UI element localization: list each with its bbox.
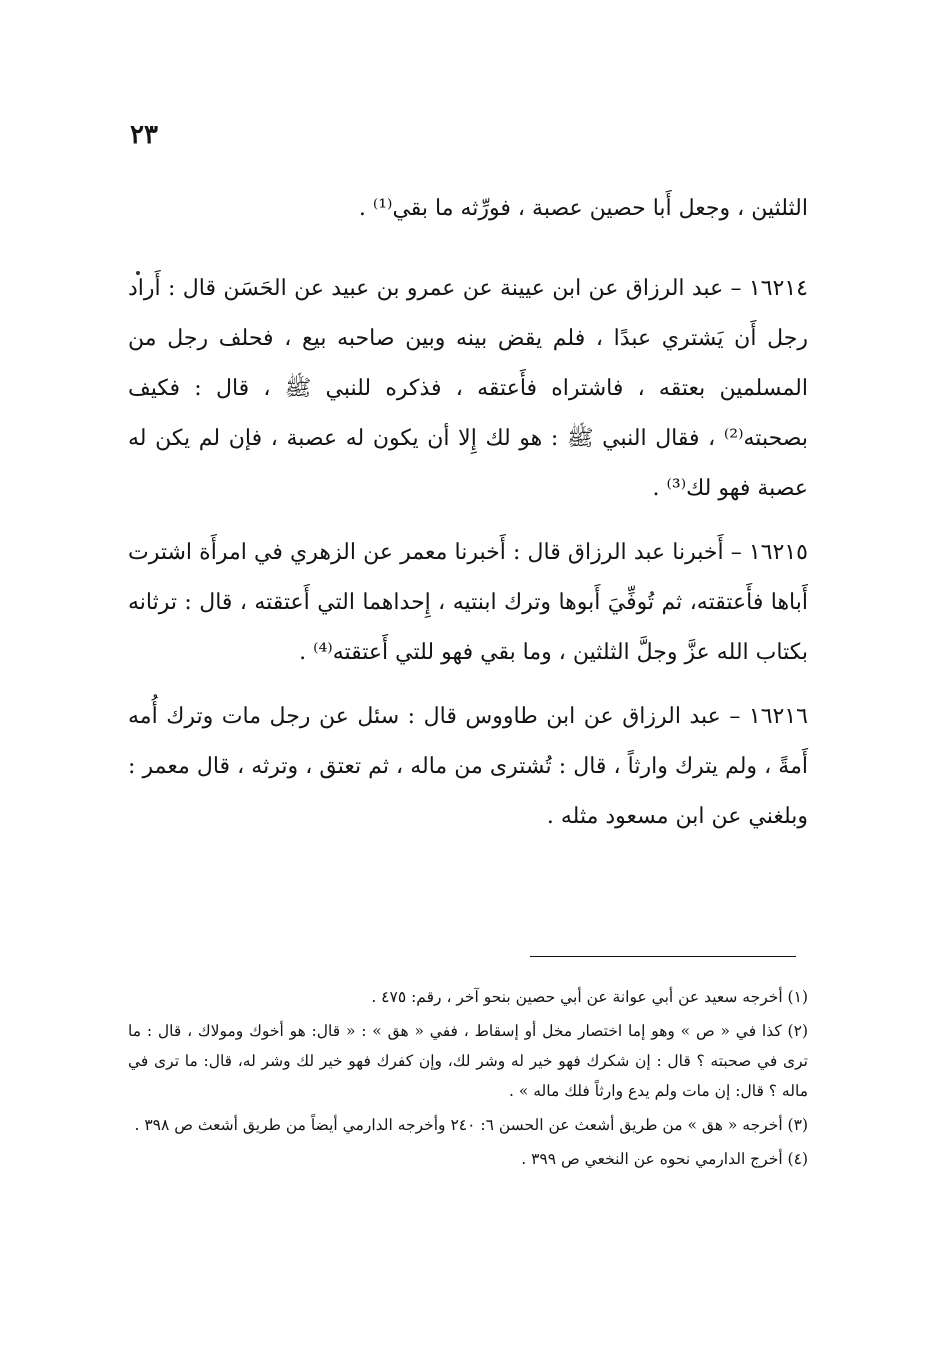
footnotes	[128, 982, 808, 1178]
footnote-1: (١) أخرجه سعيد عن أبي عوانة عن أبي حصين بنحو آخر ، رقم: ٤٧٥ .	[371, 988, 808, 1006]
footnote-3: (٣) أخرجه « هق » من طريق أشعث عن الحسن ٦: ٢٤٠ وأخرجه الدارمي أيضاً من طريق أشعث ص ٣٩٨ .	[134, 1116, 808, 1134]
paragraph-16216: ١٦٢١٦ – عبد الرزاق عن ابن طاووس قال : سئل عن رجل مات وترك أُمه أَمةً ، ولم يترك وارثاً ، قال : تُشترى من ماله ، ثم تعتق ، وترثه ، قال معمر : وبلغني عن ابن مسعود مثله .	[128, 704, 808, 829]
footnote-4: (٤) أخرج الدارمي نحوه عن النخعي ص ٣٩٩ .	[521, 1150, 808, 1168]
paragraph-16214: ١٦٢١٤ – عبد الرزاق عن ابن عيينة عن عمرو بن عبيد عن الحَسَن قال : أَراد رجل أَن يَشتري عبدًا ، فلم يقض بينه وبين صاحبه بيع ، فحلف رجل من المسلمين بعتقه ، فاشتراه فأَعتقه ، فذكره للنبي ﷺ ، قال : فكيف بصحبته⁽²⁾ ، فقال النبي ﷺ : هو لك إِلا أن يكون له عصبة ، فإن لم يكن له عصبة فهو لك⁽³⁾ .	[128, 276, 808, 501]
footnote-separator	[530, 956, 796, 957]
page-number: ٢٣	[130, 120, 158, 150]
main-text	[128, 184, 808, 856]
footnote-2: (٢) كذا في « ص » وهو إما اختصار مخل أو إسقاط ، ففي « هق » : « قال: هو أخوك ومولاك ، قال : ما ترى في صحبته ؟ قال : إن شكرك فهو خير له وشر لك، وإن كفرك فهو خير لك وشر له، قال: ما ترى في ماله ؟ قال: إن مات ولم يدع وارثاً فلك ماله » .	[128, 1022, 808, 1100]
paragraph-16215: ١٦٢١٥ – أَخبرنا عبد الرزاق قال : أَخبرنا معمر عن الزهري في امرأَة اشترت أَباها فأَعتقته، ثم تُوفِّيَ أَبوها وترك ابنتيه ، إِحداهما التي أَعتقته ، قال : ترثانه بكتاب الله عزَّ وجلَّ الثلثين ، وما بقي فهو للتي أَعتقته⁽⁴⁾ .	[128, 540, 808, 665]
paragraph-continuation: الثلثين ، وجعل أَبا حصين عصبة ، فورِّثه ما بقي⁽¹⁾ .	[358, 196, 808, 221]
